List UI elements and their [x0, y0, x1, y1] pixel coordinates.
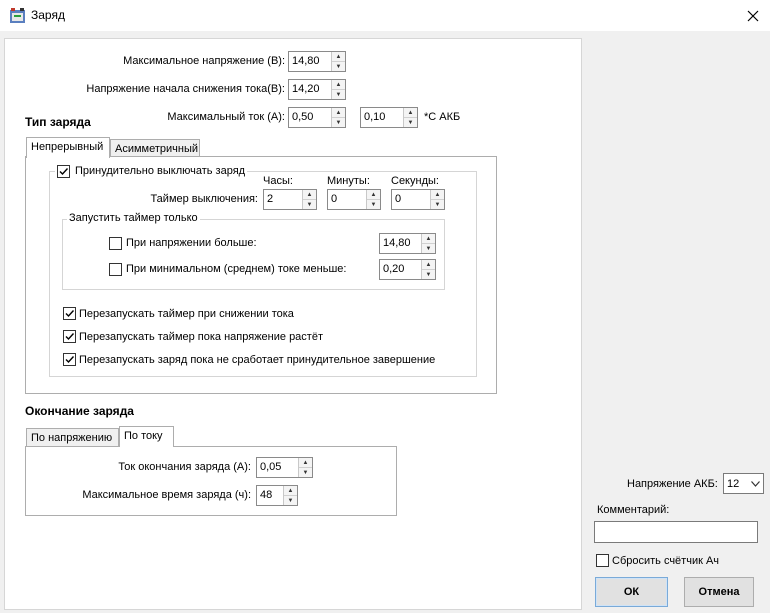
spin-up-icon[interactable]: ▲: [431, 190, 444, 200]
ok-button[interactable]: ОК: [595, 577, 668, 607]
voltage-above-value[interactable]: 14,80: [383, 237, 411, 249]
timer-hours-spinner[interactable]: [263, 189, 317, 210]
force-stop-label: Принудительно выключать заряд: [75, 165, 246, 177]
charger-app-icon: [9, 7, 26, 24]
end-current-value[interactable]: 0,05: [260, 461, 282, 473]
battery-voltage-label: Напряжение АКБ:: [627, 478, 718, 490]
spin-down-icon[interactable]: ▼: [332, 118, 345, 127]
timer-minutes-label: Минуты:: [327, 175, 370, 187]
end-current-spinner[interactable]: [256, 457, 313, 478]
spin-down-icon[interactable]: ▼: [303, 200, 316, 209]
max-current-capacity-value[interactable]: 0,10: [364, 111, 386, 123]
force-stop-legend: [55, 163, 247, 179]
timer-seconds-spinner[interactable]: [391, 189, 445, 210]
spin-down-icon[interactable]: ▼: [422, 270, 435, 279]
voltage-above-checkbox[interactable]: [109, 237, 122, 250]
spin-up-icon[interactable]: ▲: [332, 80, 345, 90]
max-voltage-value[interactable]: 14,80: [292, 55, 320, 67]
check-icon: [64, 354, 75, 365]
min-current-below-value[interactable]: 0,20: [383, 263, 405, 275]
check-icon: [58, 166, 69, 177]
timer-minutes-spinner[interactable]: [327, 189, 381, 210]
reset-counter-checkbox[interactable]: [596, 554, 609, 567]
max-time-spinner[interactable]: [256, 485, 298, 506]
restart-timer-current-drop-label: Перезапускать таймер при снижении тока: [79, 308, 294, 320]
tab-asymmetric[interactable]: Асимметричный: [110, 139, 200, 158]
chevron-down-icon: [747, 481, 763, 487]
close-icon: [747, 10, 759, 22]
spin-up-icon[interactable]: ▲: [332, 108, 345, 118]
timer-hours-label: Часы:: [263, 175, 293, 187]
start-timer-group-title: Запустить таймер только: [69, 212, 198, 224]
current-decrease-start-spinner[interactable]: [288, 79, 346, 100]
battery-voltage-value: 12: [727, 477, 740, 490]
min-current-below-spinner[interactable]: [379, 259, 436, 280]
max-current-value[interactable]: 0,50: [292, 111, 314, 123]
max-voltage-spinner[interactable]: [288, 51, 346, 72]
min-current-below-checkbox[interactable]: [109, 263, 122, 276]
spin-down-icon[interactable]: ▼: [332, 90, 345, 99]
max-voltage-label: Максимальное напряжение (В):: [123, 55, 285, 67]
max-current-capacity-spinner[interactable]: [360, 107, 418, 128]
title-bar: [0, 0, 770, 31]
restart-timer-voltage-rise-checkbox[interactable]: [63, 330, 76, 343]
spin-up-icon[interactable]: ▲: [367, 190, 380, 200]
current-decrease-start-value[interactable]: 14,20: [292, 83, 320, 95]
end-current-label: Ток окончания заряда (А):: [118, 461, 251, 473]
tab-continuous[interactable]: Непрерывный: [26, 137, 110, 158]
voltage-above-label: При напряжении больше:: [126, 237, 257, 249]
window-title: Заряд: [31, 8, 65, 22]
spin-down-icon[interactable]: ▼: [299, 468, 312, 477]
capacity-unit-label: *С АКБ: [424, 111, 461, 123]
max-current-spinner[interactable]: [288, 107, 346, 128]
timer-seconds-value[interactable]: 0: [395, 193, 402, 205]
timer-minutes-value[interactable]: 0: [331, 193, 338, 205]
spin-up-icon[interactable]: ▲: [299, 458, 312, 468]
spin-down-icon[interactable]: ▼: [367, 200, 380, 209]
restart-timer-current-drop-checkbox[interactable]: [63, 307, 76, 320]
spin-up-icon[interactable]: ▲: [422, 260, 435, 270]
spin-up-icon[interactable]: ▲: [303, 190, 316, 200]
min-current-below-label: При минимальном (среднем) токе меньше:: [126, 263, 347, 275]
spin-up-icon[interactable]: ▲: [332, 52, 345, 62]
spin-up-icon[interactable]: ▲: [422, 234, 435, 244]
spin-down-icon[interactable]: ▼: [404, 118, 417, 127]
force-stop-checkbox[interactable]: [57, 165, 70, 178]
cancel-button[interactable]: Отмена: [684, 577, 754, 607]
reset-counter-label: Сбросить счётчик Ач: [612, 555, 720, 567]
max-current-label: Максимальный ток (А):: [167, 111, 285, 123]
spin-down-icon[interactable]: ▼: [284, 496, 297, 505]
max-time-label: Максимальное время заряда (ч):: [82, 489, 251, 501]
charge-type-title: Тип заряда: [25, 115, 91, 129]
max-time-value[interactable]: 48: [260, 489, 273, 501]
spin-up-icon[interactable]: ▲: [284, 486, 297, 496]
voltage-above-spinner[interactable]: [379, 233, 436, 254]
spin-up-icon[interactable]: ▲: [404, 108, 417, 118]
tab-by-current[interactable]: По току: [119, 426, 174, 447]
close-button[interactable]: [735, 0, 770, 31]
current-decrease-start-label: Напряжение начала снижения тока(В):: [86, 83, 285, 95]
restart-timer-voltage-rise-label: Перезапускать таймер пока напряжение растёт: [79, 331, 323, 343]
spin-down-icon[interactable]: ▼: [332, 62, 345, 71]
comment-label: Комментарий:: [597, 504, 670, 516]
check-icon: [64, 308, 75, 319]
spin-down-icon[interactable]: ▼: [422, 244, 435, 253]
charge-end-title: Окончание заряда: [25, 404, 134, 418]
timer-hours-value[interactable]: 2: [267, 193, 274, 205]
check-icon: [64, 331, 75, 342]
battery-voltage-select[interactable]: [723, 473, 764, 494]
restart-charge-until-forced-label: Перезапускать заряд пока не сработает принудительное завершение: [79, 354, 436, 366]
comment-input[interactable]: [594, 521, 758, 543]
timer-label: Таймер выключения:: [150, 193, 258, 205]
charge-end-tab-page: [25, 446, 397, 516]
restart-charge-until-forced-checkbox[interactable]: [63, 353, 76, 366]
tab-by-voltage[interactable]: По напряжению: [26, 428, 119, 447]
timer-seconds-label: Секунды:: [391, 175, 439, 187]
spin-down-icon[interactable]: ▼: [431, 200, 444, 209]
